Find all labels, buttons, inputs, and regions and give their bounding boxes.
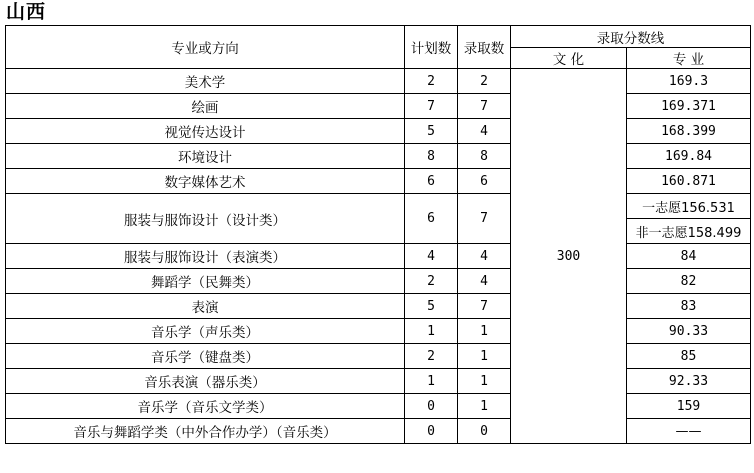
admitted-count: 1 (458, 394, 511, 419)
plan-count: 2 (405, 344, 458, 369)
professional-score: 非一志愿158.499 (627, 219, 751, 244)
table-row (6, 94, 751, 119)
plan-count: 5 (405, 294, 458, 319)
admitted-count: 7 (458, 94, 511, 119)
plan-count: 2 (405, 269, 458, 294)
plan-count: 4 (405, 244, 458, 269)
header-row (6, 26, 751, 48)
plan-count: 0 (405, 394, 458, 419)
major-name: 音乐学（键盘类） (6, 344, 405, 369)
admitted-count: 8 (458, 144, 511, 169)
table-row (6, 269, 751, 294)
major-name: 绘画 (6, 94, 405, 119)
admitted-count: 1 (458, 369, 511, 394)
professional-score: 85 (627, 344, 751, 369)
major-name: 音乐与舞蹈学类（中外合作办学）（音乐类） (6, 419, 405, 444)
professional-score: 169.84 (627, 144, 751, 169)
table-row (6, 294, 751, 319)
header-admitted: 录取数 (458, 26, 511, 69)
professional-score: 90.33 (627, 319, 751, 344)
plan-count: 0 (405, 419, 458, 444)
plan-count: 8 (405, 144, 458, 169)
professional-score: 159 (627, 394, 751, 419)
plan-count: 1 (405, 369, 458, 394)
region-title: 山西 (6, 1, 47, 23)
professional-score: 168.399 (627, 119, 751, 144)
table-row (6, 194, 751, 219)
plan-count: 7 (405, 94, 458, 119)
table-row (6, 69, 751, 94)
admission-table (5, 25, 751, 444)
table-row (6, 394, 751, 419)
table-row (6, 344, 751, 369)
professional-score: 84 (627, 244, 751, 269)
admitted-count: 6 (458, 169, 511, 194)
professional-score: 160.871 (627, 169, 751, 194)
admitted-count: 0 (458, 419, 511, 444)
major-name: 数字媒体艺术 (6, 169, 405, 194)
table-row (6, 144, 751, 169)
admitted-count: 4 (458, 269, 511, 294)
major-name: 音乐学（音乐文学类） (6, 394, 405, 419)
admitted-count: 1 (458, 344, 511, 369)
admitted-count: 1 (458, 319, 511, 344)
admitted-count: 4 (458, 119, 511, 144)
culture-score: 300 (511, 69, 627, 444)
plan-count: 5 (405, 119, 458, 144)
professional-score: —— (627, 419, 751, 444)
admitted-count: 2 (458, 69, 511, 94)
header-major: 专业或方向 (6, 26, 405, 69)
major-name: 音乐表演（器乐类） (6, 369, 405, 394)
professional-score: 169.3 (627, 69, 751, 94)
professional-score: 82 (627, 269, 751, 294)
professional-score: 92.33 (627, 369, 751, 394)
header-score-line: 录取分数线 (511, 26, 751, 48)
major-name: 音乐学（声乐类） (6, 319, 405, 344)
admitted-count: 7 (458, 194, 511, 244)
plan-count: 6 (405, 169, 458, 194)
header-professional: 专 业 (627, 48, 751, 69)
plan-count: 1 (405, 319, 458, 344)
table-row (6, 319, 751, 344)
admitted-count: 7 (458, 294, 511, 319)
professional-score: 83 (627, 294, 751, 319)
table-row (6, 369, 751, 394)
major-name: 服装与服饰设计（表演类） (6, 244, 405, 269)
major-name: 服装与服饰设计（设计类） (6, 194, 405, 244)
table-row (6, 169, 751, 194)
table-row (6, 419, 751, 444)
plan-count: 2 (405, 69, 458, 94)
header-culture: 文 化 (511, 48, 627, 69)
table-row (6, 244, 751, 269)
table-row (6, 119, 751, 144)
plan-count: 6 (405, 194, 458, 244)
major-name: 视觉传达设计 (6, 119, 405, 144)
professional-score: 一志愿156.531 (627, 194, 751, 219)
admitted-count: 4 (458, 244, 511, 269)
professional-score: 169.371 (627, 94, 751, 119)
header-plan: 计划数 (405, 26, 458, 69)
major-name: 表演 (6, 294, 405, 319)
major-name: 舞蹈学（民舞类） (6, 269, 405, 294)
major-name: 美术学 (6, 69, 405, 94)
major-name: 环境设计 (6, 144, 405, 169)
